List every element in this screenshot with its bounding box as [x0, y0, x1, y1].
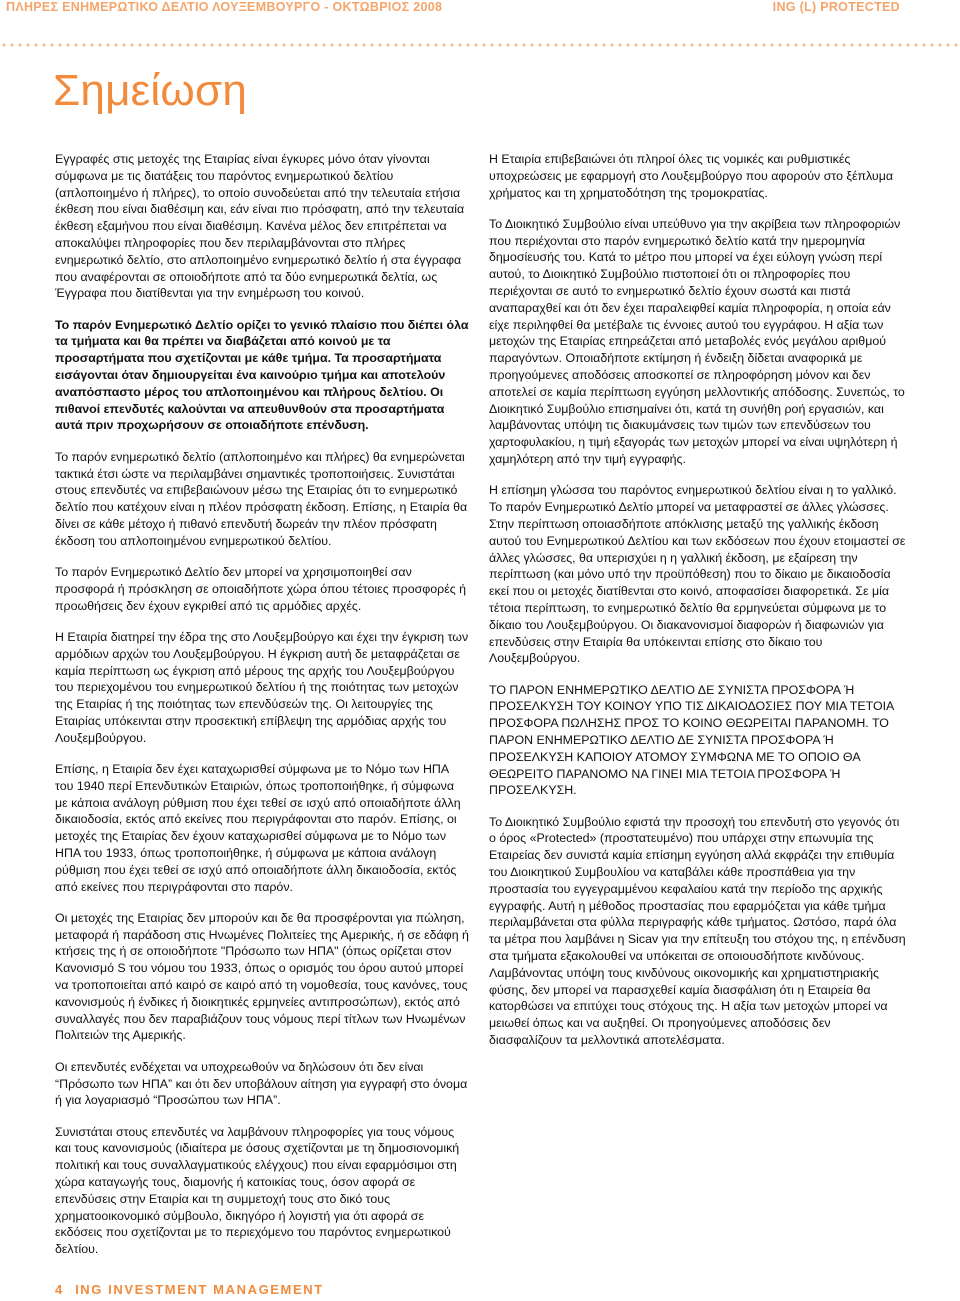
paragraph: Συνιστάται στους επενδυτές να λαμβάνουν πληροφορίες για τους νόμους και τους κανονισμούς (ιδιαίτερα με όσους σχετίζονται με τη δημοσιονομική πολιτική και τους συναλλαγματικούς ελέγχους) που είναι εφαρμόσιμοι στη χώρα καταγωγής τους, διαμονής ή κατοικίας τους, όσον αφορά σε επενδύσεις στην Εταιρία και τη συμμετοχή τους στο δικό τους χρηματοοικονομικό σύμβουλο, δικηγόρο ή λογιστή για ότι αφορά σε εκδόσεις που σχετίζονται με το περιεχόμενο του παρόντος ενημερωτικού δελτίου.: [55, 1124, 460, 1257]
paragraph: Η Εταιρία επιβεβαιώνει ότι πληροί όλες τις νομικές και ρυθμιστικές υποχρεώσεις με εφαρμογή στο Λουξεμβούργο που αφορούν στο ξέπλυμα χρήματος και τη χρηματοδότηση της τρομοκρατίας.: [489, 152, 893, 200]
paragraph-uppercase: ΤΟ ΠΑΡΟΝ ΕΝΗΜΕΡΩΤΙΚΟ ΔΕΛΤΙΟ ΔΕ ΣΥΝΙΣΤΑ ΠΡΟΣΦΟΡΑ Ή ΠΡΟΣΕΛΚΥΣΗ ΤΟΥ ΚΟΙΝΟΥ ΥΠΟ ΤΙΣ ΔΙΚΑΙΟΔΟΣΙΕΣ ΠΟΥ ΜΙΑ ΤΕΤΟΙΑ ΠΡΟΣΦΟΡΑ ΠΩΛΗΣΗΣ ΠΡΟΣ ΤΟ ΚΟΙΝΟ ΘΕΩΡΕΙΤΑΙ ΠΑΡΑΝΟΜΗ. ΤΟ ΠΑΡΟΝ ΕΝΗΜΕΡΩΤΙΚΟ ΔΕΛΤΙΟ ΔΕ ΣΥΝΙΣΤΑ ΠΡΟΣΦΟΡΑ Ή ΠΡΟΣΕΛΚΥΣΗ ΚΑΠΟΙΟΥ ΑΤΟΜΟΥ ΣΥΜΦΩΝΑ ΜΕ ΤΟ ΟΠΟΙΟ ΘΑ ΘΕΩΡΕΙΤΟ ΠΑΡΑΝΟΜΟ ΝΑ ΓΙΝΕΙ ΜΙΑ ΤΕΤΟΙΑ ΠΡΟΣΦΟΡΑ Ή ΠΡΟΣΕΛΚΥΣΗ.: [489, 682, 894, 798]
right-column: [489, 151, 907, 1063]
paragraph: Το Διοικητικό Συμβούλιο είναι υπεύθυνο για την ακρίβεια των πληροφοριών που περιέχονται στο παρόν ενημερωτικό δελτίο κατά την ημερομηνία δημοσίευσής του. Κατά το μέτρο που μπορεί να έχει εύλογη γνώση περί αυτού, το Διοικητικό Συμβούλιο πιστοποιεί ότι οι πληροφορίες που περιέχονται σε αυτό το ενημερωτικό δελτίο έχουν σωστά και πιστά αναπαραχθεί και ότι δεν έχει παραλειφθεί καμία πληροφορία, η οποία εάν είχε περιληφθεί θα μετέβαλε τις έννοιες αυτού του εγγράφου. Η αξία των μετοχών της Εταιρίας επηρεάζεται από μεταβολές ενός μεγάλου αριθμού παραγόντων. Οποιαδήποτε εκτίμηση ή ένδειξη δίδεται αναφορικά με προηγούμενες αποδόσεις αποσκοπεί σε πληροφόρηση μόνον και δεν αποτελεί σε καμία περίπτωση εγγύηση μελλοντικής απόδοσης. Συνεπώς, το Διοικητικό Συμβούλιο επισημαίνει ότι, κατά τη συνήθη ροή εργασιών, και λαμβάνοντας υπόψη τις διακυμάνσεις των τιμών των επενδύσεων του χαρτοφυλακίου, η τιμή εξαγοράς των μετοχών μπορεί να είναι υψηλότερη ή χαμηλότερη από την τιμή εγγραφής.: [489, 216, 905, 467]
paragraph: Εγγραφές στις μετοχές της Εταιρίας είναι έγκυρες μόνο όταν γίνονται σύμφωνα με τις διατάξεις του παρόντος ενημερωτικού δελτίου (απλοποιημένο ή πλήρες), το οποίο συνοδεύεται από την τελευταία ετήσια έκθεση που είναι διαθέσιμη και, εάν είναι πιο πρόσφατη, από την τελευταία έκθεση εξαμήνου που είναι διαθέσιμη. Κανένα μέλος δεν επιτρέπεται να αποκαλύψει πληροφορίες που δεν περιλαμβάνονται στο πλήρες ενημερωτικό δελτίο, στο απλοποιημένο ενημερωτικό δελτίο ή στα έγγραφα που αναφέρονται σε οποιοδήποτε από τα δύο ενημερωτικά δελτία, ως Έγγραφα που διατίθενται για την ενημέρωση του κοινού.: [55, 152, 465, 301]
page-footer: [55, 1282, 324, 1297]
paragraph: Οι επενδυτές ενδέχεται να υποχρεωθούν να δηλώσουν ότι δεν είναι “Πρόσωπο των ΗΠΑ” και ότι δεν υποβάλουν αίτηση για εγγραφή στο όνομα ή για λογαριασμό “Προσώπου των ΗΠΑ”.: [55, 1059, 468, 1108]
page-title: Σημείωση: [53, 66, 247, 115]
paragraph: Οι μετοχές της Εταιρίας δεν μπορούν και δε θα προσφέρονται για πώληση, μεταφορά ή παράδοση στις Ηνωμένες Πολιτείες της Αμερικής, ή σε εδάφη ή κτήσεις της ή σε οποιοδήποτε "Πρόσωπο των ΗΠΑ" (όπως ορίζεται στον Κανονισμό S του νόμου του 1933, όπως ο ορισμός του όρου αυτού μπορεί να τροποποιείται από καιρό σε καιρό από τη νομοθεσία, τους κανόνες, τους κανονισμούς ή ένδικες ή διοικητικές ερμηνείες αντιπροσώπων), εκτός από συναλλαγές που δεν παραβιάζουν τους νόμους περί τίτλων των Ηνωμένων Πολιτειών της Αμερικής.: [55, 910, 469, 1043]
paragraph: Η επίσημη γλώσσα του παρόντος ενημερωτικού δελτίου είναι η το γαλλικό. Το παρόν Ενημερωτικό Δελτίο μπορεί να μεταφραστεί σε άλλες γλώσσες. Στην περίπτωση οποιασδήποτε απόκλισης μεταξύ της γαλλικής έκδοση αυτού του Ενημερωτικού Δελτίου και των εκδόσεων που έχουν ετοιμαστεί σε άλλες γλώσσες, θα υπερισχύει η η γαλλική έκδοση, με εξαίρεση την περίπτωση (και μόνο υπό την προϋπόθεση) που το δίκαιο με δικαιοδοσία εκεί που οι μετοχές διατίθενται στο κοινό, αποφασίσει διαφορετικά. Σε μία τέτοια περίπτωση, το ενημερωτικό δελτίο θα ερμηνεύεται σύμφωνα με το δίκαιο του Λουξεμβούργου. Οι διακανονισμοί διαφορών ή διαφωνιών για επενδύσεις στην Εταιρία θα υπόκεινται επίσης στο δίκαιο του Λουξεμβούργου.: [489, 483, 906, 666]
paragraph: Το παρόν ενημερωτικό δελτίο (απλοποιημένο και πλήρες) θα ενημερώνεται τακτικά έτσι ώστε να περιλαμβάνει σημαντικές τροποποιήσεις. Συνιστάται στους επενδυτές να επιβεβαιώνουν μέσω της Εταιρίας ότι το ενημερωτικό δελτίο που κατέχουν είναι η πλέον πρόσφατη έκδοση. Επίσης, η Εταιρία θα δίνει σε κάθε μέτοχο ή πιθανό επενδυτή δωρεάν την πλέον πρόσφατη έκδοση του απλοποιημένου ενημερωτικού δελτίου.: [55, 449, 468, 548]
paragraph-bold: Το παρόν Ενημερωτικό Δελτίο ορίζει το γενικό πλαίσιο που διέπει όλα τα τμήματα και θα πρέπει να διαβάζεται από κοινού με τα προσαρτήματα που σχετίζονται με κάθε τμήμα. Τα προσαρτήματα εισάγονται όταν δημιουργείται ένα καινούριο τμήμα και αποτελούν αναπόσπαστο μέρος του απλοποιημένου και πλήρους δελτίου. Οι πιθανοί επενδυτές καλούνται να απευθυνθούν στα προσαρτήματα αυτά πριν προχωρήσουν σε οποιαδήποτε επένδυση.: [55, 317, 469, 433]
paragraph: Η Εταιρία διατηρεί την έδρα της στο Λουξεμβούργο και έχει την έγκριση των αρμόδιων αρχών του Λουξεμβούργου. Η έγκριση αυτή δε μεταφράζεται σε καμία περίπτωση ως έγκριση από μέρους της αρχής του Λουξεμβούργου του περιεχομένου του ενημερωτικού δελτίου ή της ποιότητας των μετοχών της Εταιρίας ή της ποιότητας των επενδύσεών της. Οι λειτουργίες της Εταιρίας υπόκεινται στην προσεκτική επίβλεψη της αρμόδιας αρχής του Λουξεμβούργου.: [55, 629, 469, 745]
running-header-fund: ING (L) PROTECTED: [772, 0, 900, 14]
running-header-title: ΠΛΗΡΕΣ ΕΝΗΜΕΡΩΤΙΚΟ ΔΕΛΤΙΟ ΛΟΥΞΕΜΒΟΥΡΓΟ - ΟΚΤΩΒΡΙΟΣ 2008: [6, 0, 443, 14]
page-number: 4: [55, 1282, 64, 1297]
dotted-divider: [0, 42, 960, 48]
footer-brand: ING INVESTMENT MANAGEMENT: [75, 1282, 324, 1297]
left-column: [55, 151, 470, 1273]
paragraph: Επίσης, η Εταιρία δεν έχει καταχωρισθεί σύμφωνα με το Νόμο των ΗΠΑ του 1940 περί Επενδυτικών Εταιριών, όπως τροποποιήθηκε, ή σύμφωνα με κάποια ανάλογη ρύθμιση που έχει τεθεί σε ισχύ από οποιαδήποτε άλλη δικαιοδοσία, εκτός από εκείνες που περιγράφονται στο παρόν. Επίσης, οι μετοχές της Εταιρίας δεν έχουν καταχωρισθεί σύμφωνα με το Νόμο των ΗΠΑ του 1933, όπως τροποποιήθηκε, ή σύμφωνα με κάποια ανάλογη ρύθμιση που έχει τεθεί σε ισχύ από οποιαδήποτε άλλη δικαιοδοσία, εκτός από εκείνες που περιγράφονται στο παρόν.: [55, 762, 461, 894]
paragraph: Το Διοικητικό Συμβούλιο εφιστά την προσοχή του επενδυτή στο γεγονός ότι ο όρος «Protected» (προστατευμένο) που υπάρχει στην επωνυμία της Εταιρείας δεν συνιστά καμία επίσημη εγγύηση αλλά εκφράζει την επιθυμία του Διοικητικού Συμβουλίου να καταβάλει κάθε προσπάθεια για την προστασία του εγγεγραμμένου κεφαλαίου κατά την περίοδο της αρχικής εγγραφής. Αυτή η μέθοδος προστασίας που εφαρμόζεται για κάθε τμήμα περιλαμβάνεται στα φύλλα περιγραφής κάθε τμήματος. Ωστόσο, παρά όλα τα μέτρα που λαμβάνει η Sicav για την επίτευξη του στόχου της, η επένδυση στα τμήματα εξακολουθεί να υπόκειται σε οποιουσδήποτε κινδύνους. Λαμβάνοντας υπόψη τους κινδύνους οικονομικής και χρηματιστηριακής φύσης, δεν μπορεί να παρασχεθεί καμία διασφάλιση ότι η Εταιρεία θα κατορθώσει να επιτύχει τους στόχους της. Η αξία των μετοχών μπορεί να μειωθεί όπως και να αυξηθεί. Οι προηγούμενες αποδόσεις δεν διασφαλίζουν τα μελλοντικά αποτελέσματα.: [489, 814, 906, 1048]
paragraph: Το παρόν Ενημερωτικό Δελτίο δεν μπορεί να χρησιμοποιηθεί σαν προσφορά ή πρόσκληση σε οποιαδήποτε χώρα όπου τέτοιες προσφορές ή προωθήσεις δεν έχουν εγκριθεί από τις αρμόδιες αρχές.: [55, 565, 467, 613]
